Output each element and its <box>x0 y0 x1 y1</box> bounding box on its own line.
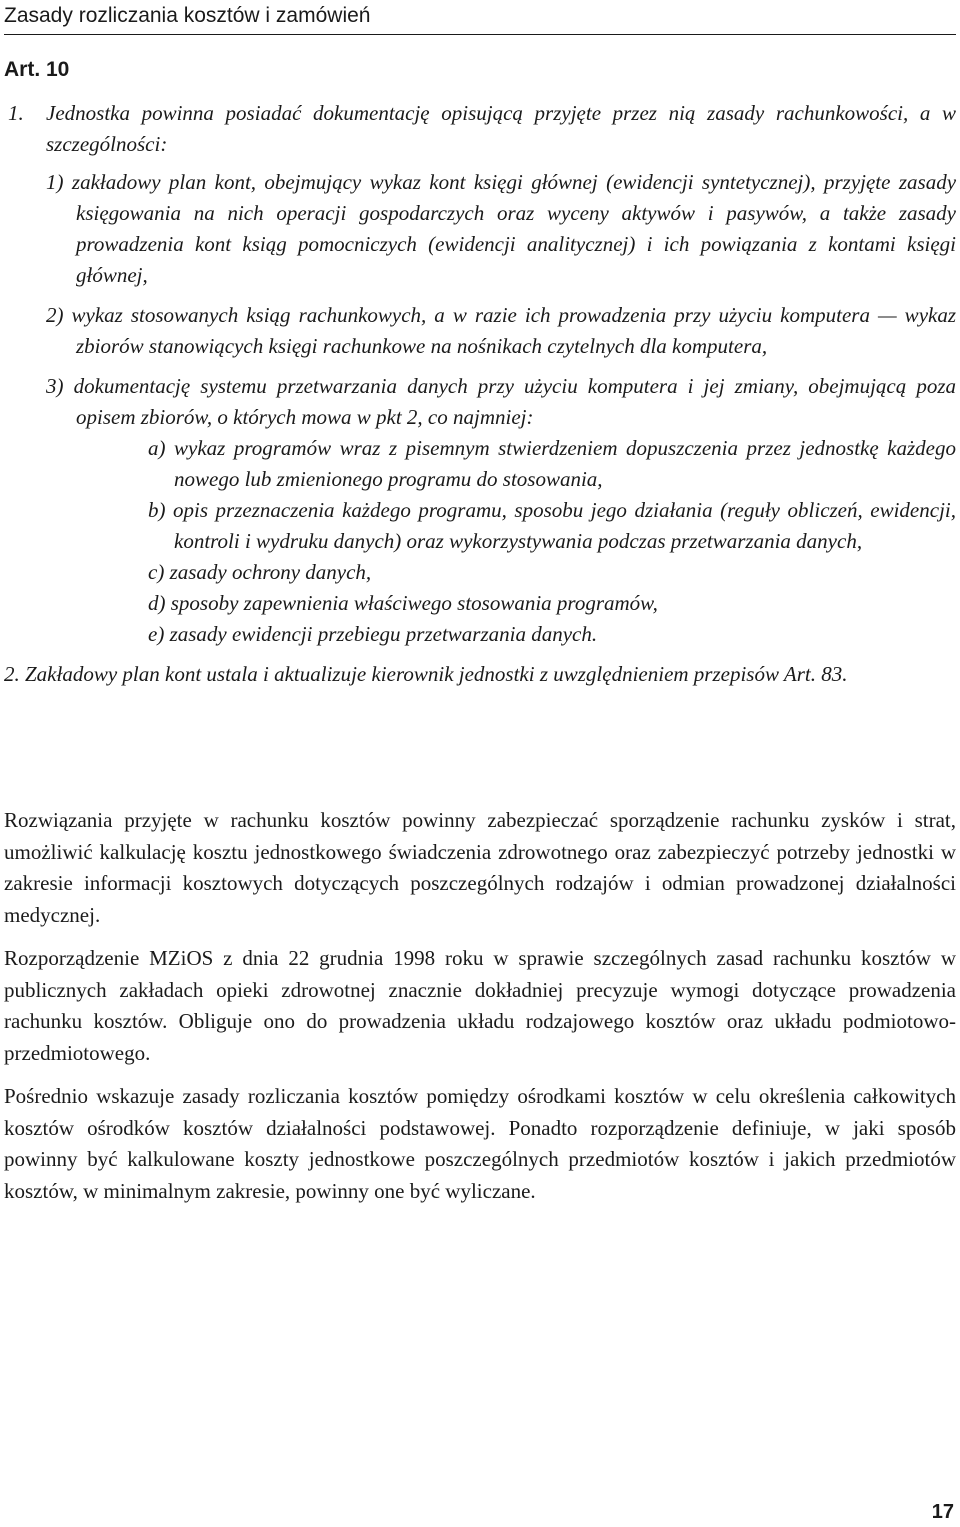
page-number: 17 <box>931 1501 954 1523</box>
article-title: Art. 10 <box>4 58 70 81</box>
sub-list-marker: e) <box>148 622 165 646</box>
list-marker: 1) <box>46 170 64 194</box>
list-marker: 3) <box>46 374 64 398</box>
body-paragraph: Rozporządzenie MZiOS z dnia 22 grudnia 1998 roku w sprawie szczególnych zasad rachunku kosztów w publicznych zakładach opieki zdrowotnej znacznie dokładniej precyzuje wymogi dotyczące prowadzenia rachunku kosztów. Obliguje ono do prowadzenia układu rodzajowego kosztów oraz układu podmiotowo-przedmiotowego. <box>4 946 956 1065</box>
body-text <box>4 805 956 1219</box>
article-paragraph-2 <box>4 659 956 690</box>
sub-list-item <box>76 619 956 650</box>
sub-list-item-text: sposoby zapewnienia właściwego stosowania programów, <box>170 591 658 615</box>
sub-list-item-text: zasady ewidencji przebiegu przetwarzania danych. <box>169 622 598 646</box>
paragraph-number: 2. <box>4 662 20 686</box>
sub-list <box>76 433 956 650</box>
running-header: Zasady rozliczania kosztów i zamówień <box>4 4 371 27</box>
sub-list-item-text: opis przeznaczenia każdego programu, sposobu jego działania (reguły obliczeń, ewidencji, kontroli i wydruku danych) oraz wykorzystywania podczas przetwarzania danych, <box>173 498 956 553</box>
sub-list-item-text: zasady ochrony danych, <box>169 560 372 584</box>
sub-list-item <box>76 495 956 557</box>
list-item-text: wykaz stosowanych ksiąg rachunkowych, a w razie ich prowadzenia przy użyciu komputera — wykaz zbiorów stanowiących księgi rachunkowe na nośnikach czytelnych dla komputera, <box>71 303 957 358</box>
sub-list-marker: d) <box>148 591 166 615</box>
list-item-text: dokumentację systemu przetwarzania danych przy użyciu komputera i jej zmiany, obejmującą poza opisem zbiorów, o których mowa w pkt 2, co najmniej: <box>73 374 956 429</box>
paragraph-text: Jednostka powinna posiadać dokumentację opisującą przyjęte przez nią zasady rachunkowości, a w szczególności: <box>46 101 956 156</box>
list-marker: 2) <box>46 303 64 327</box>
paragraph-number: 1. <box>8 101 24 125</box>
sub-list-marker: b) <box>148 498 166 522</box>
sub-list-item <box>76 588 956 619</box>
header-divider <box>4 34 956 35</box>
sub-list-marker: a) <box>148 436 166 460</box>
article-body <box>4 98 956 690</box>
article-paragraph-1 <box>4 98 956 160</box>
body-paragraph: Pośrednio wskazuje zasady rozliczania kosztów pomiędzy ośrodkami kosztów w celu określenia całkowitych kosztów ośrodków kosztów działalności podstawowej. Ponadto rozporządzenie definiuje, w jaki sposób powinny być kalkulowane koszty jednostkowe poszczególnych przedmiotów kosztów i jakich przedmiotów kosztów, w minimalnym zakresie, powinny one być wyliczane. <box>4 1084 956 1203</box>
sub-list-marker: c) <box>148 560 165 584</box>
sub-list-item <box>76 557 956 588</box>
sub-list-item <box>76 433 956 495</box>
list-item <box>4 371 956 650</box>
requirements-list <box>4 167 956 650</box>
paragraph-text: Zakładowy plan kont ustala i aktualizuje kierownik jednostki z uwzględnieniem przepisów Art. 83. <box>25 662 848 686</box>
sub-list-item-text: wykaz programów wraz z pisemnym stwierdzeniem dopuszczenia przez jednostkę każdego nowego lub zmienionego programu do stosowania, <box>174 436 957 491</box>
list-item <box>4 167 956 291</box>
list-item <box>4 300 956 362</box>
body-paragraph: Rozwiązania przyjęte w rachunku kosztów powinny zabezpieczać sporządzenie rachunku zysków i strat, umożliwić kalkulację kosztu jednostkowego świadczenia zdrowotnego oraz zabezpieczyć potrzeby jednostki w zakresie informacji kosztowych dotyczących poszczególnych rodzajów i odmian prowadzonej działalności medycznej. <box>4 808 956 927</box>
list-item-text: zakładowy plan kont, obejmujący wykaz kont księgi głównej (ewidencji syntetycznej), przyjęte zasady księgowania na nich operacji gospodarczych oraz wyceny aktywów i pasywów, a także zasady prowadzenia kont ksiąg pomocniczych (ewidencji analitycznej) i ich powiązania z kontami księgi głównej, <box>71 170 957 287</box>
